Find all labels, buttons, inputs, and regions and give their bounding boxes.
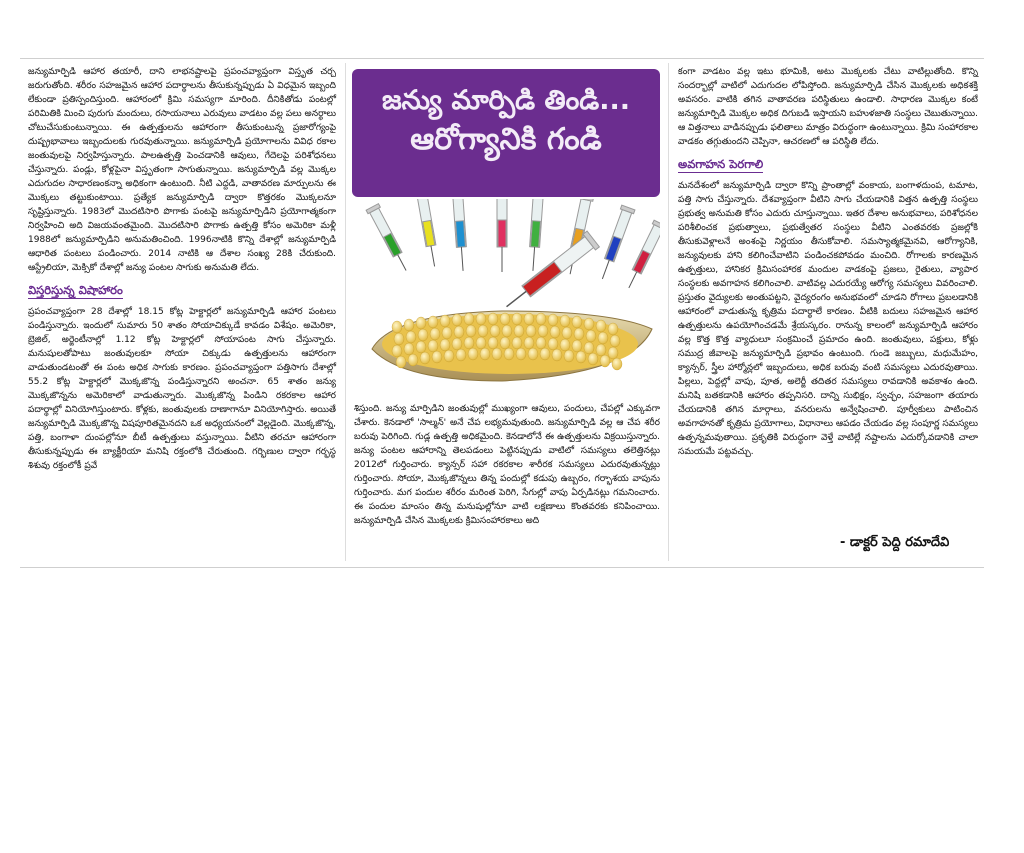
column-divider (668, 63, 669, 561)
subheading-awareness: అవగాహన పెరగాలి (678, 157, 764, 171)
intro-paragraph: జన్యుమార్పిడి ఆహార తయారీ, దాని లాభనష్టాలపై ప్రపంచవ్యాప్తంగా విస్తృత చర్చ జరుగుతోంది. శరీరం సహజమైన ఆహార పదార్థాలను తీసుకున్నప్పుడు ఏ విధమైన ఇబ్బంది లేకుండా ప్రతిస్పందిస్తుంది. ఆహారంలో క్రిమి సమస్యగా మారింది. దీనికితోడు పంటల్లో పరిమితికి మించి పురుగు మందులు, రసాయనాలు ఎరువులు వాడటం వల్ల పలు అనర్థాలు చోటుచేసుకుంటున్నాయి. ఈ ఉత్పత్తులను ఆహారంగా తీసుకుంటున్న ప్రజారోగ్యంపై దుష్ప్రభావాలు ఇబ్బందులకు గురవుతున్నాయి. జన్యుమార్పిడి ప్రయోగాలను వివిధ రకాల జంతువులపై నిర్వహిస్తున్నారు. పాలఉత్పత్తి పెంచడానికి ఆవులు, గేదెలపై పరిశోధనలు చేస్తున్నారు. పండ్లు, కోళ్లపైనా విస్తృతంగా సాగుతున్నాయి. జన్యుమార్పిడి వల్ల మొక్కల ఎదుగుదల సాధారణంకన్నా అధికంగా ఉంటుంది. నీటి ఎద్దడి, వాతావరణ మార్పులను ఈ మొక్కలు తట్టుకుంటాయి. ప్రత్యేక జన్యుమార్పిడి ద్వారా కొత్తరకం మొక్కలనూ సృష్టిస్తున్నారు. 1983లో మొదటిసారి పొగాకు పంటపై జన్యుమార్పిడిని ప్రయోగాత్మకంగా నిర్వహించి అది విజయవంతమైంది. మొదటిసారి పొగాకు ఉత్పత్తి కోసం అమెరికా మళ్లీ 1988లో జన్యుమార్పిడిని అనుమతించింది. 1996నాటికి కొన్ని దేశాల్లో జన్యుమార్పిడి ఆధారిత పంటలు పండించారు. 2014 నాటికి ఆ దేశాల సంఖ్య 28కి చేరుకుంది. ఆస్ట్రేలియా, మెక్సికో దేశాల్లో జన్యు పంటల సాగుకు అనుమతి లేదు. (28, 67, 336, 273)
corn-syringes-photo (352, 199, 660, 394)
headline-banner (352, 69, 660, 197)
body-paragraph: ప్రపంచవ్యాప్తంగా 28 దేశాల్లో 18.15 కోట్ల హెక్టార్లలో జన్యుమార్పిడి ఆహార పంటలు పండిస్తున్నారు. ఇందులో సుమారు 50 శాతం సోయాచిక్కుడే కావడం విశేషం. అమెరికా, బ్రెజిల్, అర్జెంటీనాల్లో 1.12 కోట్ల హెక్టార్లలో సోయాపంట సాగు చేస్తున్నారు. మనుషులతోపాటు జంతువులకూ సోయా చిక్కుడు ఉత్పత్తులను ఆహారంగా వాడుతుండటంతో ఈ పంట అధిక సాగుకు కారణం. ప్రపంచవ్యాప్తంగా పత్తిసాగు దేశాల్లో 55.2 కోట్ల హెక్టార్లలో మొక్కజొన్న పండిస్తున్నారని అంచనా. 65 శాతం జన్యు మొక్కజొన్నను అమెరికాలో వాడుతున్నారు. మొక్కజొన్న పిండిని రకరకాల ఆహార పదార్థాల్లో వినియోగిస్తుంటారు. కోళ్లకు, జంతువులకు దాణాగానూ వినియోగిస్తారు. అయితే జన్యుమార్పిడి మొక్కజొన్న విషపూరితమైనదని ఒక అధ్యయనంలో వెల్లడైంది. మొక్కజొన్న, పత్తి, బంగాళా దుంపల్లోనూ బీటీ ఉత్పత్తులు వస్తున్నాయి. వీటిని తరచూ ఆహారంగా తీసుకున్నప్పుడు ఈ బ్యాక్టీరియా మనిషి రక్తంలోకి చేరుతుంది. గర్భిణుల ద్వారా గర్భస్థ శిశువు రక్తంలోకీ ప్రవే (28, 307, 336, 471)
article-column-3 (678, 65, 978, 459)
column-divider (345, 63, 346, 561)
author-byline: - డాక్టర్ పెద్ది రమాదేవి (840, 535, 950, 550)
headline-line-1: జన్యు మార్పిడి తిండి... (381, 85, 631, 116)
continued-paragraph: కంగా వాడటం వల్ల ఇటు భూమికి, అటు మొక్కలకు చేటు వాటిల్లుతోంది. కొన్ని సందర్భాల్లో వాటిలో ఎదుగుదల లోపిస్తోంది. జన్యుమార్పిడి చేసిన మొక్కలకు అధికశక్తి అవసరం. వాటికి తగిన వాతావరణ పరిస్థితులు ఉండాలి. సాధారణ మొక్కల కంటే జన్యుమార్పిడి మొక్కల అధిక దిగుబడి ఇస్తాయని బహుళజాతి సంస్థలు చెబుతున్నాయి. ఆ విత్తనాలు వాడినప్పుడు ఫలితాలు మాత్రం విరుద్ధంగా ఉంటున్నాయి. క్రిమి సంహారకాల వాడకం తగ్గుతుందని చెప్పినా, ఆచరణలో ఆ పరిస్థితి లేదు. (678, 67, 978, 147)
corn-with-syringes-image (352, 199, 660, 394)
headline-line-2: ఆరోగ్యానికి గండి (410, 122, 602, 157)
subheading-spreading-poison: విస్తరిస్తున్న విషాహారం (28, 283, 123, 297)
article-column-1 (28, 65, 336, 473)
middle-paragraph: శిస్తుంది. జన్యు మార్పిడిని జంతువుల్లో ముఖ్యంగా ఆవులు, పందులు, చేపల్లో ఎక్కువగా చేశారు. కెనడాలో 'సాల్మన్' అనే చేప లభ్యమవుతుంది. జన్యుమార్పిడి వల్ల ఆ చేప శరీర బరువు పెరిగింది. గుడ్ల ఉత్పత్తి అధికమైంది. కెనడాలోనే ఈ ఉత్పత్తులను విక్రయిస్తున్నారు. జన్యు పంటల ఆహారాన్ని తెలపడంలు పెట్టినప్పుడు వాటిలో సమస్యలు తలెత్తినట్లు 2012లో గుర్తించారు. క్యాన్సర్ సహా రకరకాల శారీరక సమస్యలు ఎదురవుతున్నట్లు గుర్తించారు. సోయా, మొక్కజొన్నలు తిన్న పందుల్లో కడుపు ఉబ్బరం, గర్భాశయ వాపును గుర్తించారు. మగ పందుల శరీరం మరింత పెరిగి, సేగుల్లో వాపు ఏర్పడినట్లు గమనించారు. ఈ పందుల మాంసం తిన్న మనుషుల్లోనూ వాటి లక్షణాలు కొంతవరకు కనిపించాయి. జన్యుమార్పిడి చేసిన మొక్కలకు క్రిమిసంహారకాలు అది (354, 404, 660, 526)
article-clipping (20, 58, 984, 568)
closing-paragraph: మనదేశంలో జన్యుమార్పిడి ద్వారా కొన్ని ప్రాంతాల్లో వంకాయ, బంగాళదుంప, టమాట, పత్తి సాగు చేస్తున్నారు. దేశవ్యాప్తంగా వీటిని సాగు చేయడానికి విత్తన ఉత్పత్తి సంస్థలు ప్రభుత్వ అనుమతి కోసం ఎదురు చూస్తున్నాయి. ఇతర దేశాల అనుభవాలు, పరిశోధనల పరిశీలించక ప్రభుత్వాలు, ప్రభుత్వేతర సంస్థలు వీటిని ఎంతవరకు ప్రజల్లోకి తీసుకువెళ్లాలనే అంశంపై నిర్ణయం తీసుకోవాలి. సమస్యాత్మకమైనవి, ఆరోగ్యానికి, జన్యువులకు హాని కలిగించేవాటిని పండించకపోవడం మంచిది. రోగాలకు కారణమైన ఉత్పత్తులు, హానికర క్రిమిసంహారక మందుల వాడకంపై ప్రజలు, రైతులు, వ్యాపార సంస్థలకు అవగాహన కలిగించాలి. వాటివల్ల ఎదురయ్యే ఆరోగ్య సమస్యలు వివరించాలి. ప్రస్తుతం వైద్యులకు అంతుపట్టని, వైద్యరంగం అనుభవంలో చూడని రోగాలు ప్రబలడానికి ఆహారంలో వాడుతున్న కృత్రిమ పదార్థాలే కారణం. వీటికి బదులు సహజమైన ఆహార ఉత్పత్తులను ఉపయోగించడమే శ్రేయస్కరం. రానున్న కాలంలో జన్యుమార్పిడి ఆహారం వల్ల కొత్త కొత్త వ్యాధులూ సంక్రమించే ప్రమాదం ఉంది. జంతువులు, పక్షులు, కోళ్లు సముద్ర జీవాలపై జన్యుమార్పిడి ప్రభావం ఉంటుంది. గుండె జబ్బులు, మధుమేహం, క్యాన్సర్, స్త్రీల హార్మోన్లలో ఇబ్బందులు, అధిక బరువు వంటి సమస్యలు ఎదురవుతాయి. పిల్లలు, పెద్దల్లో వాపు, పూత, అలెర్జీ తదితర సమస్యలు రావడానికి అవకాశం ఉంది. మనిషి బతకడానికి ఆహారం తప్పనిసరి. దాన్ని సుభిక్షం, స్వచ్ఛం, సహజంగా తయారు చేయడానికి తగిన మార్గాలు, వనరులను అన్వేషించాలి. పూర్వీకులు పాటించిన అవగాహనతో కృత్రిమ ప్రయోగాలు, విధానాలు ఆపడం చేయడం వల్ల సంపూర్ణ సమస్యలు ఉత్పన్నమవుతాయి. ప్రకృతికి విరుద్ధంగా వెళ్తే వాటిల్లే నష్టాలను ఎదుర్కోవడానికి చాలా సమయమే పట్టవచ్చు. (678, 181, 978, 457)
article-column-2 (354, 402, 660, 528)
